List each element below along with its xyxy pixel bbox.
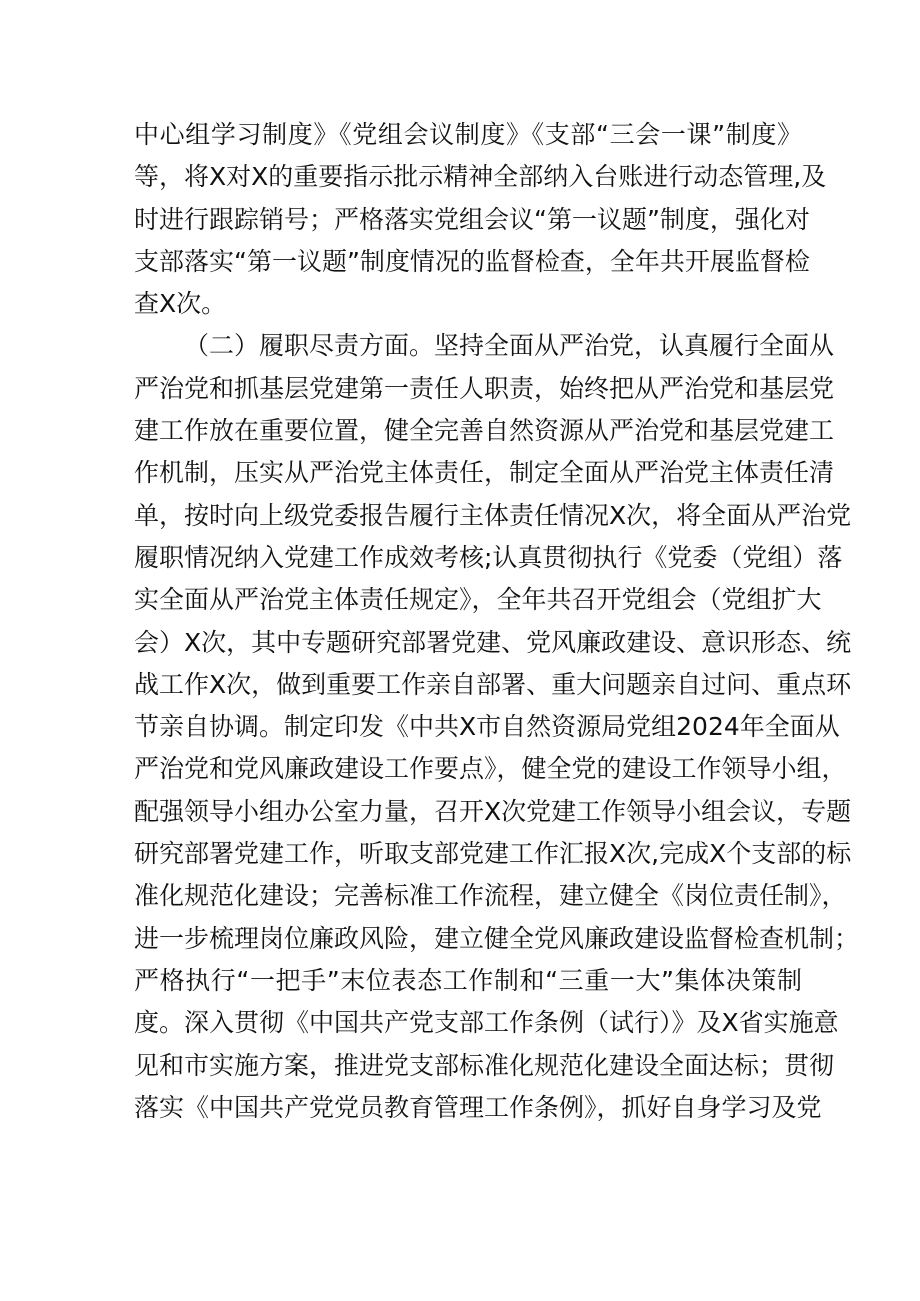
text-line: 查X次。 (134, 289, 227, 319)
text-line: 严格执行“一把手”末位表态工作制和“三重一大”集体决策制 (134, 965, 802, 995)
text-line: 研究部署党建工作，听取支部党建工作汇报X次,完成X个支部的标 (134, 839, 852, 869)
text-line: 会）X次，其中专题研究部署党建、党风廉政建设、意识形态、统 (134, 627, 852, 657)
body-text (134, 114, 860, 1129)
text-line: 作机制，压实从严治党主体责任，制定全面从严治党主体责任清 (134, 458, 835, 488)
text-line: 实全面从严治党主体责任规定》，全年共召开党组会（党组扩大 (134, 585, 822, 615)
text-line: 度。深入贯彻《中国共产党支部工作条例（试行）》及X省实施意 (134, 1008, 839, 1038)
text-line: 见和市实施方案，推进党支部标准化规范化建设全面达标；贯彻 (134, 1050, 835, 1080)
text-line: 中心组学习制度》《党组会议制度》《支部“三会一课”制度》 (134, 120, 802, 149)
text-line: 战工作X次，做到重要工作亲自部署、重大问题亲自过问、重点环 (134, 669, 852, 699)
text-line: 配强领导小组办公室力量，召开X次党建工作领导小组会议，专题 (134, 796, 852, 826)
text-line: 等，将X对X的重要指示批示精神全部纳入台账进行动态管理,及 (134, 162, 827, 192)
text-line: 建工作放在重要位置，健全完善自然资源从严治党和基层党建工 (134, 416, 835, 446)
section-heading-line: （二）履职尽责方面。坚持全面从严治党，认真履行全面从 (184, 331, 835, 361)
text-line: 单，按时向上级党委报告履行主体责任情况X次，将全面从严治党 (134, 500, 852, 530)
text-line: 准化规范化建设；完善标准工作流程，建立健全《岗位责任制》， (134, 881, 847, 911)
text-line: 节亲自协调。制定印发《中共X市自然资源局党组2024年全面从 (134, 712, 840, 742)
text-line: 支部落实“第一议题”制度情况的监督检查，全年共开展监督检 (134, 246, 810, 276)
text-line: 履职情况纳入党建工作成效考核;认真贯彻执行《党委（党组）落 (134, 542, 843, 572)
text-line: 进一步梳理岗位廉政风险，建立健全党风廉政建设监督检查机制； (134, 923, 860, 953)
text-line: 落实《中国共产党党员教育管理工作条例》，抓好自身学习及党 (134, 1092, 822, 1122)
text-line: 严治党和抓基层党建第一责任人职责，始终把从严治党和基层党 (134, 373, 835, 403)
text-line: 严治党和党风廉政建设工作要点》，健全党的建设工作领导小组， (134, 754, 847, 784)
text-line: 时进行跟踪销号；严格落实党组会议“第一议题”制度，强化对 (134, 204, 810, 234)
